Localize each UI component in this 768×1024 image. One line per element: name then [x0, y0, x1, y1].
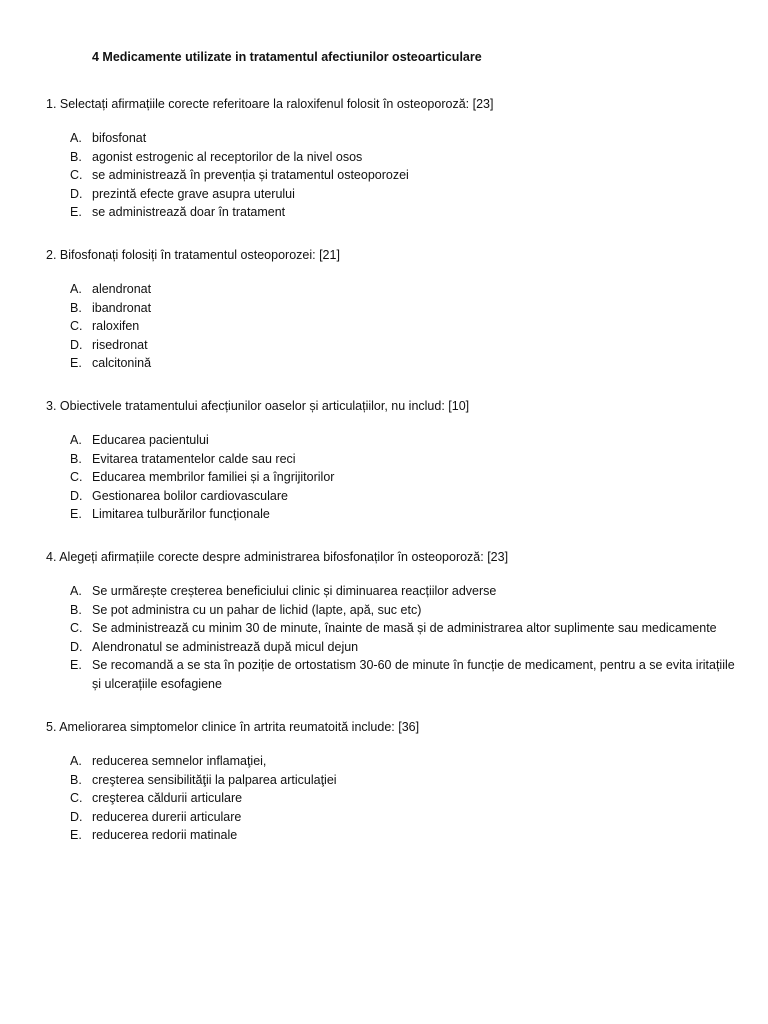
answer-option [46, 826, 736, 845]
option-text: bifosfonat [92, 131, 147, 145]
option-letter: E. [70, 507, 82, 522]
option-letter: C. [70, 791, 83, 806]
answer-option [46, 656, 736, 693]
answer-option [46, 431, 736, 450]
option-letter: D. [70, 337, 83, 352]
question-1 [46, 95, 736, 222]
option-text: Se recomandă a se sta în poziție de ortostatism 30-60 de minute în funcție de medicament, pentru a se evita iritațiile și ulcerațiile esofagiene [92, 658, 735, 691]
answer-option [46, 808, 736, 827]
answer-option [46, 619, 736, 638]
option-text: Limitarea tulburărilor funcționale [92, 507, 270, 522]
option-letter: A. [70, 433, 82, 447]
answer-options [46, 129, 736, 222]
answer-option [46, 354, 736, 373]
option-text: ibandronat [92, 300, 152, 315]
option-letter: B. [70, 451, 82, 466]
answer-options [46, 431, 736, 524]
option-letter: C. [70, 319, 83, 334]
option-text: reducerea semnelor inflamaţiei, [92, 754, 267, 768]
question-3 [46, 397, 736, 524]
option-letter: B. [70, 602, 82, 617]
question-text: 3. Obiectivele tratamentului afecțiunilor oaselor și articulațiilor, nu includ: [10] [46, 399, 470, 413]
answer-option [46, 299, 736, 318]
answer-option [46, 129, 736, 148]
answer-option [46, 148, 736, 167]
option-letter: E. [70, 356, 82, 371]
option-letter: A. [70, 131, 82, 145]
document-title: 4 Medicamente utilizate in tratamentul afectiunilor osteoarticulare [92, 50, 482, 64]
answer-option [46, 582, 736, 601]
answer-options [46, 280, 736, 373]
option-letter: C. [70, 470, 83, 485]
option-text: Educarea pacientului [92, 433, 209, 447]
answer-option [46, 317, 736, 336]
question-4 [46, 548, 736, 694]
option-letter: B. [70, 300, 82, 315]
option-letter: E. [70, 658, 82, 673]
option-text: se administrează doar în tratament [92, 205, 286, 220]
option-letter: A. [70, 754, 82, 768]
option-text: Se urmărește creșterea beneficiului clinic și diminuarea reacțiilor adverse [92, 584, 497, 598]
option-text: Se administrează cu minim 30 de minute, înainte de masă și de administrarea altor suplimente sau medicamente [92, 621, 717, 636]
option-text: reducerea durerii articulare [92, 809, 242, 824]
answer-option [46, 601, 736, 620]
option-letter: C. [70, 621, 83, 636]
option-letter: D. [70, 488, 83, 503]
answer-option [46, 752, 736, 771]
answer-option [46, 771, 736, 790]
answer-option [46, 487, 736, 506]
answer-option [46, 166, 736, 185]
option-letter: E. [70, 828, 82, 843]
option-text: raloxifen [92, 319, 140, 334]
question-2 [46, 246, 736, 373]
option-text: Educarea membrilor familiei și a îngrijitorilor [92, 470, 335, 485]
option-text: prezintă efecte grave asupra uterului [92, 186, 295, 201]
option-letter: B. [70, 772, 82, 787]
option-text: Gestionarea bolilor cardiovasculare [92, 488, 288, 503]
answer-option [46, 336, 736, 355]
answer-option [46, 203, 736, 222]
question-text: 1. Selectați afirmațiile corecte referitoare la raloxifenul folosit în osteoporoză: [23] [46, 97, 494, 111]
answer-options [46, 582, 736, 694]
option-text: se administrează în prevenția și tratamentul osteoporozei [92, 168, 409, 183]
option-letter: B. [70, 149, 82, 164]
option-letter: D. [70, 186, 83, 201]
answer-option [46, 505, 736, 524]
option-letter: C. [70, 168, 83, 183]
option-text: creşterea căldurii articulare [92, 791, 243, 806]
answer-option [46, 468, 736, 487]
option-text: creşterea sensibilităţii la palparea articulaţiei [92, 772, 337, 787]
answer-option [46, 638, 736, 657]
answer-option [46, 185, 736, 204]
option-letter: E. [70, 205, 82, 220]
question-5 [46, 718, 736, 845]
option-letter: A. [70, 584, 82, 598]
answer-option [46, 280, 736, 299]
option-text: reducerea redorii matinale [92, 828, 238, 843]
option-letter: D. [70, 809, 83, 824]
option-text: calcitonină [92, 356, 152, 371]
option-text: alendronat [92, 282, 152, 296]
option-letter: D. [70, 639, 83, 654]
answer-option [46, 450, 736, 469]
question-text: 4. Alegeți afirmațiile corecte despre administrarea bifosfonaților în osteoporoză: [23] [46, 550, 509, 564]
option-text: agonist estrogenic al receptorilor de la nivel osos [92, 149, 363, 164]
question-text: 2. Bifosfonați folosiți în tratamentul osteoporozei: [21] [46, 248, 340, 262]
answer-option [46, 789, 736, 808]
option-text: Evitarea tratamentelor calde sau reci [92, 451, 296, 466]
option-text: Alendronatul se administrează după micul dejun [92, 639, 359, 654]
question-text: 5. Ameliorarea simptomelor clinice în artrita reumatoită include: [36] [46, 720, 420, 734]
option-letter: A. [70, 282, 82, 296]
option-text: Se pot administra cu un pahar de lichid (lapte, apă, suc etc) [92, 602, 422, 617]
option-text: risedronat [92, 337, 148, 352]
answer-options [46, 752, 736, 845]
